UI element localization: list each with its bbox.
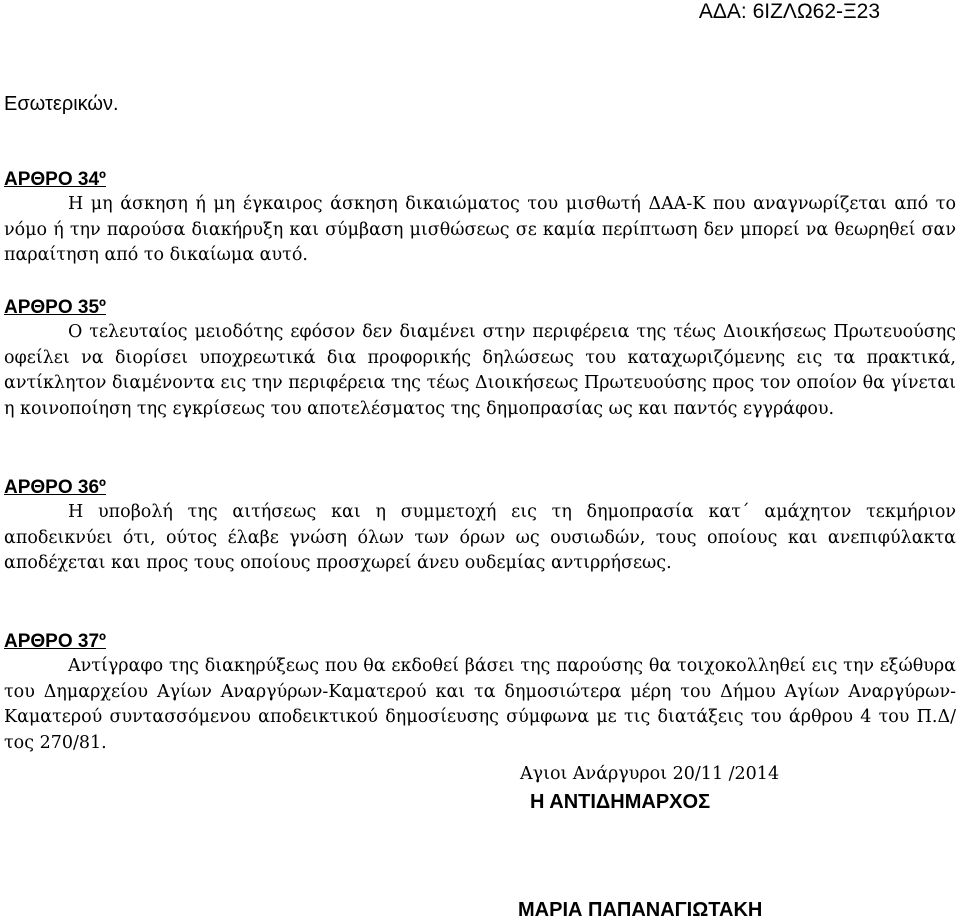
article-title: ΑΡΘΡΟ 37º xyxy=(4,631,106,652)
signer-title: Η ΑΝΤΙΔΗΜΑΡΧΟΣ xyxy=(530,791,711,813)
ada-code: ΑΔΑ: 6ΙΖΛΩ62-Ξ23 xyxy=(698,0,880,23)
article-title: ΑΡΘΡΟ 34º xyxy=(4,169,106,190)
article-title: ΑΡΘΡΟ 36º xyxy=(4,477,106,498)
article-body: Η υποβολή της αιτήσεως και η συμμετοχή εις τη δημοπρασία κατ΄ αμάχητον τεκμήριον αποδεικνύει ότι, ούτος έλαβε γνώση όλων των όρων ως ουσιωδών, τους οποίους και ανεπιφύλακτα αποδέχεται και προς τους οποίους προσχωρεί άνευ ουδεμίας αντιρρήσεως. xyxy=(4,502,956,573)
article-body: Ο τελευταίος μειοδότης εφόσον δεν διαμένει στην περιφέρεια της τέως Διοικήσεως Πρωτευούσης οφείλει να διορίσει υποχρεωτικά δια προφορικής δηλώσεως του καταχωριζόμενης εις τα πρακτικά, αντίκλητον διαμένοντα εις την περιφέρεια της τέως Διοικήσεως Πρωτευούσης προς τον οποίον θα γίνεται η κοινοποίηση της εγκρίσεως του αποτελέσματος της δημοπρασίας ως και παντός εγγράφου. xyxy=(4,322,956,419)
article-title: ΑΡΘΡΟ 35º xyxy=(4,297,106,318)
article-36 xyxy=(4,476,956,577)
article-37 xyxy=(4,630,956,756)
article-body: Αντίγραφο της διακηρύξεως που θα εκδοθεί βάσει της παρούσης θα τοιχοκολληθεί εις την εξώθυρα του Δημαρχείου Αγίων Αναργύρων-Καματερού και τα δημοσιώτερα μέρη του Δήμου Αγίων Αναργύρων-Καματερού συντασσόμενου αποδεικτικού δημοσίευσης σύμφωνα με τις διατάξεις του άρθρου 4 του Π.Δ/τος 270/81. xyxy=(4,656,956,753)
article-body: Η μη άσκηση ή μη έγκαιρος άσκηση δικαιώματος του μισθωτή ΔΑΑ-Κ που αναγνωρίζεται από το νόμο ή την παρούσα διακήρυξη και σύμβαση μισθώσεως σε καμία περίπτωση δεν μπορεί να θεωρηθεί σαν παραίτηση από το δικαίωμα αυτό. xyxy=(4,194,956,265)
article-34 xyxy=(4,168,956,269)
place-date: Αγιοι Ανάργυροι 20/11 /2014 xyxy=(520,764,780,784)
previous-page-tail: Εσωτερικών. xyxy=(4,93,119,115)
signer-name: ΜΑΡΙΑ ΠΑΠΑΝΑΓΙΩΤΑΚΗ xyxy=(518,899,763,921)
article-35 xyxy=(4,296,956,422)
